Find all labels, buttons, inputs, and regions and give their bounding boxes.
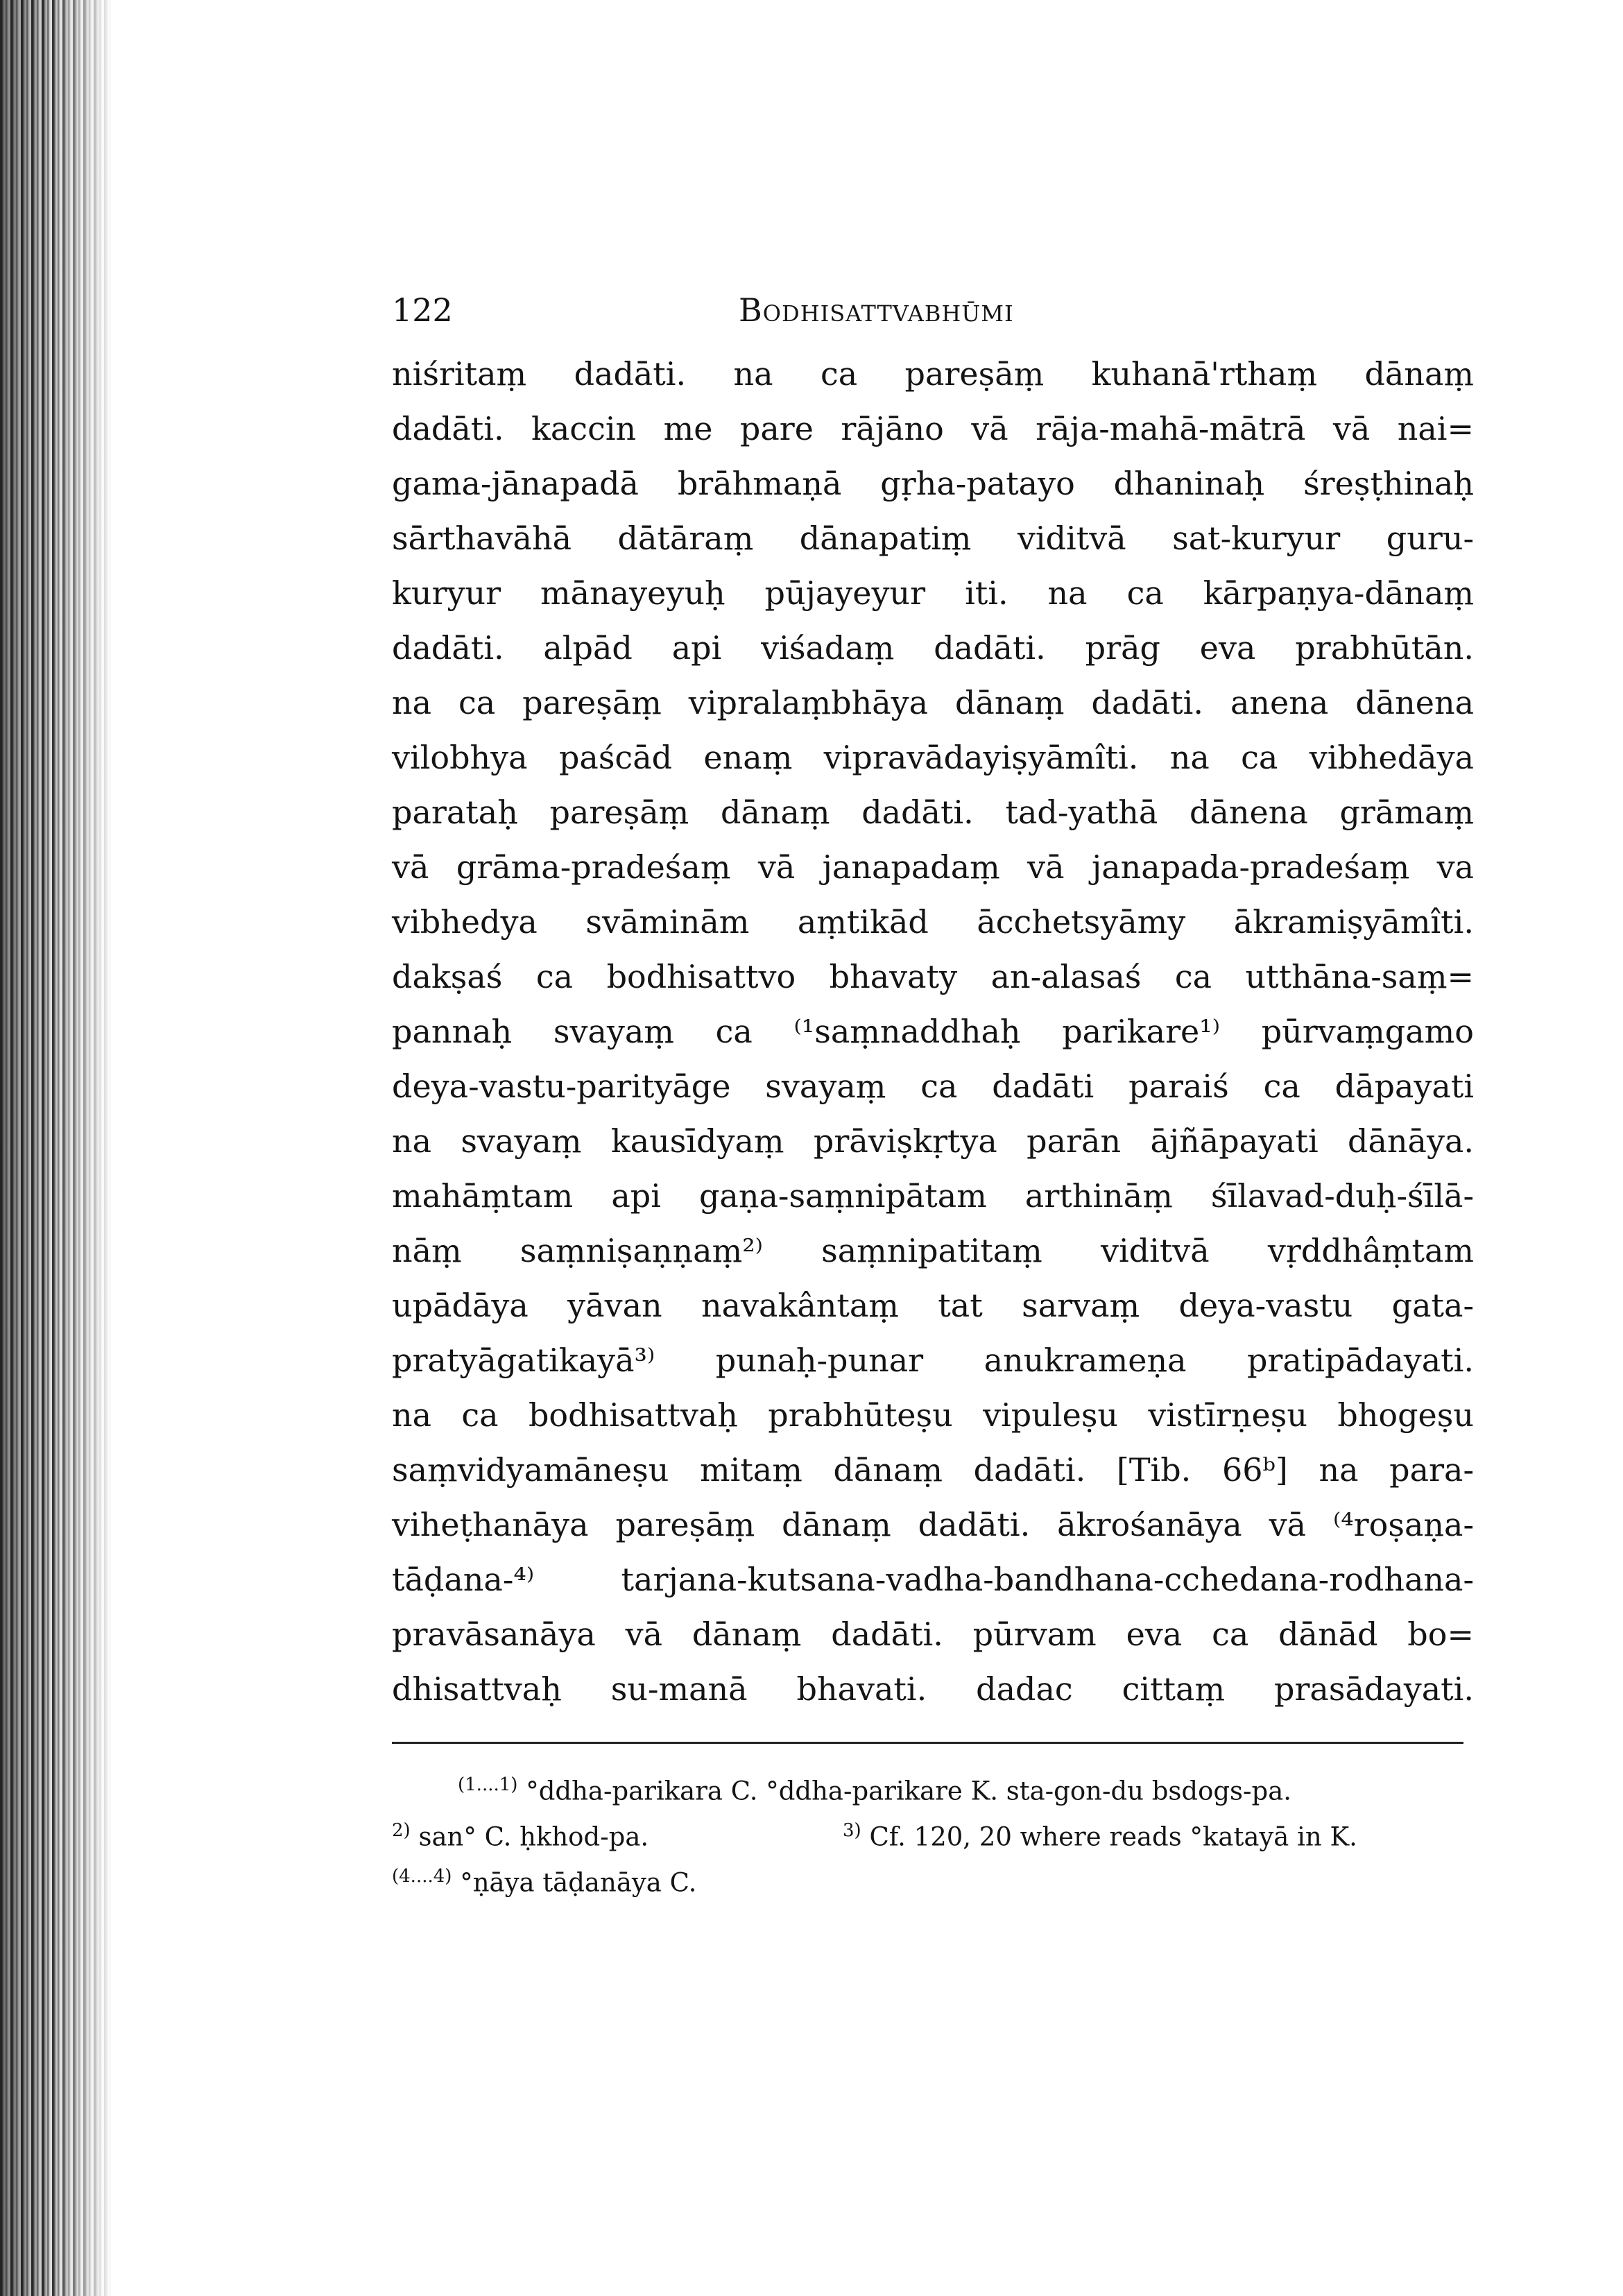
footnote-3-mark: 3)	[843, 1820, 861, 1841]
footnote-3	[843, 1808, 1357, 1860]
footnote-1	[458, 1762, 1291, 1814]
text-line: kuryur mānayeyuḥ pūjayeyur iti. na ca kārpaṇya-dānaṃ	[392, 574, 1474, 612]
page-number: 122	[392, 291, 453, 329]
body-text	[392, 347, 1474, 1717]
text-line: na svayaṃ kausīdyaṃ prāviṣkṛtya parān ājñāpayati dānāya.	[392, 1122, 1474, 1160]
book-binding-edge	[0, 0, 111, 2296]
text-line: dadāti. alpād api viśadaṃ dadāti. prāg eva prabhūtān.	[392, 629, 1474, 667]
footnote-4-text: °ṇāya tāḍanāya C.	[460, 1867, 697, 1898]
running-title: Bodhisattvabhūmi	[739, 291, 1014, 329]
text-line: dadāti. kaccin me pare rājāno vā rāja-mahā-mātrā vā nai=	[392, 410, 1474, 447]
text-line: sārthavāhā dātāraṃ dānapatiṃ viditvā sat-kuryur guru-	[392, 520, 1474, 557]
footnote-4	[392, 1853, 696, 1905]
text-line: dakṣaś ca bodhisattvo bhavaty an-alasaś ca utthāna-saṃ=	[392, 958, 1474, 995]
text-line: na ca pareṣāṃ vipralaṃbhāya dānaṃ dadāti. anena dānena	[392, 684, 1474, 721]
footnote-4-mark: (4....4)	[392, 1866, 452, 1887]
footnote-1-text: °ddha-parikara C. °ddha-parikare K. sta-gon-du bsdogs-pa.	[526, 1776, 1292, 1806]
footnote-1-mark: (1....1)	[458, 1774, 518, 1795]
text-line: vilobhya paścād enaṃ vipravādayiṣyāmîti. na ca vibhedāya	[392, 739, 1474, 776]
footnote-row	[392, 1808, 1474, 1853]
footnote-rule	[392, 1742, 1463, 1744]
running-head	[392, 291, 1474, 340]
text-line: upādāya yāvan navakântaṃ tat sarvaṃ deya-vastu gata-	[392, 1287, 1474, 1324]
text-line: vibhedya svāminām aṃtikād ācchetsyāmy ākramiṣyāmîti.	[392, 903, 1474, 941]
footnote-2-mark: 2)	[392, 1820, 411, 1841]
footnotes	[392, 1762, 1474, 1899]
footnote-row	[392, 1853, 1474, 1899]
text-line: saṃvidyamāneṣu mitaṃ dānaṃ dadāti. [Tib. 66ᵇ] na para-	[392, 1451, 1474, 1489]
text-line: tāḍana-⁴⁾ tarjana-kutsana-vadha-bandhana-cchedana-rodhana-	[392, 1561, 1474, 1598]
text-line: na ca bodhisattvaḥ prabhūteṣu vipuleṣu vistīrṇeṣu bhogeṣu	[392, 1396, 1474, 1434]
footnote-2	[392, 1808, 649, 1860]
text-line: niśritaṃ dadāti. na ca pareṣāṃ kuhanā'rthaṃ dānaṃ	[392, 355, 1474, 393]
footnote-row	[392, 1762, 1474, 1808]
footnote-2-text: san° C. ḥkhod-pa.	[418, 1822, 649, 1852]
text-line: pravāsanāya vā dānaṃ dadāti. pūrvam eva ca dānād bo=	[392, 1616, 1474, 1653]
text-line: viheṭhanāya pareṣāṃ dānaṃ dadāti. ākrośanāya vā ⁽⁴roṣaṇa-	[392, 1506, 1474, 1543]
text-line: dhisattvaḥ su-manā bhavati. dadac cittaṃ prasādayati.	[392, 1670, 1474, 1708]
text-line: pannaḥ svayaṃ ca ⁽¹saṃnaddhaḥ parikare¹⁾ pūrvaṃgamo	[392, 1013, 1474, 1050]
book-page	[392, 291, 1474, 1899]
text-line: parataḥ pareṣāṃ dānaṃ dadāti. tad-yathā dānena grāmaṃ	[392, 794, 1474, 831]
text-line: gama-jānapadā brāhmaṇā gṛha-patayo dhaninaḥ śreṣṭhinaḥ	[392, 465, 1474, 502]
text-line: nāṃ saṃniṣaṇṇaṃ²⁾ saṃnipatitaṃ viditvā vṛddhâṃtam	[392, 1232, 1474, 1269]
text-line: mahāṃtam api gaṇa-saṃnipātam arthināṃ śīlavad-duḥ-śīlā-	[392, 1177, 1474, 1215]
text-line: pratyāgatikayā³⁾ punaḥ-punar anukrameṇa pratipādayati.	[392, 1342, 1474, 1379]
text-line: deya-vastu-parityāge svayaṃ ca dadāti paraiś ca dāpayati	[392, 1068, 1474, 1105]
text-line: vā grāma-pradeśaṃ vā janapadaṃ vā janapada-pradeśaṃ va	[392, 848, 1474, 886]
footnote-3-text: Cf. 120, 20 where reads °katayā in K.	[869, 1822, 1357, 1852]
